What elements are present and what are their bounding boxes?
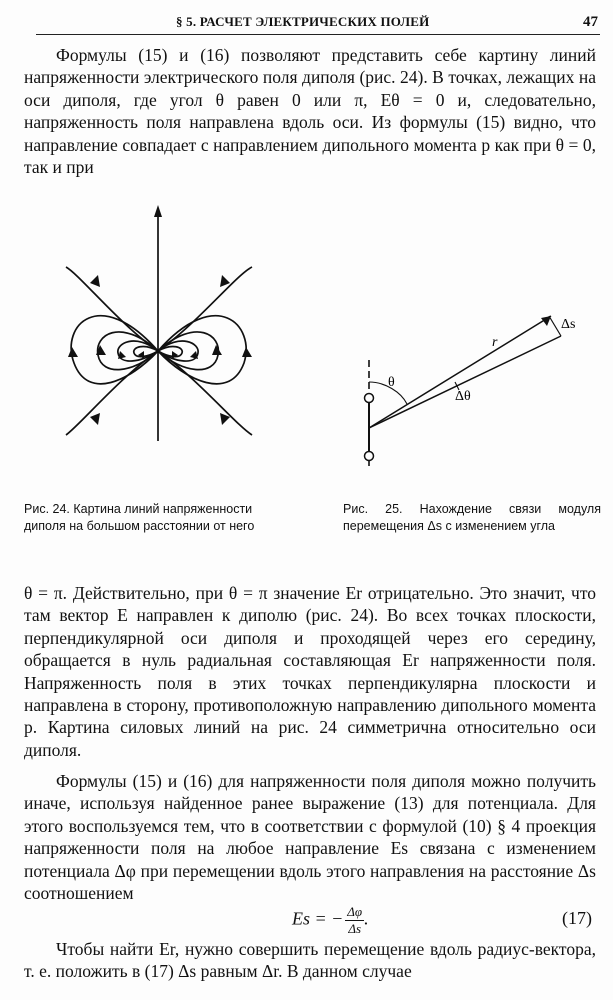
header-rule — [36, 34, 600, 35]
label-r: r — [492, 335, 498, 350]
equation-formula — [292, 904, 369, 937]
paragraph-1: Формулы (15) и (16) позволяют представить себе картину линий напряженности электрического поля диполя (рис. 24). В точках, лежащих на оси диполя, где угол θ равен 0 или π, Eθ = 0 и, следовательно, напряженность поля направлена вдоль оси. Из формулы (15) видно, что направление совпадает с направлением дипольного момента p как при θ = 0, так и при — [24, 45, 596, 178]
equation-fraction — [345, 904, 364, 937]
paragraph-4: Чтобы найти Er, нужно совершить перемещение вдоль радиус-вектора, т. е. положить в (17) Δs равным Δr. В данном случае — [24, 939, 596, 982]
label-delta-s: Δs — [561, 317, 576, 332]
page-header — [42, 14, 598, 36]
equation-numerator: Δφ — [347, 904, 363, 919]
equation-denominator: Δs — [348, 921, 362, 936]
figure-25-displacement — [355, 300, 590, 470]
figure-24-caption: Рис. 24. Картина линий напряженности диполя на большом расстоянии от него — [24, 502, 255, 533]
equation-17 — [24, 900, 596, 936]
paragraph-2: θ = π. Действительно, при θ = π значение Er отрицательно. Это значит, что там вектор E направлен к диполю (рис. 24). Во всех точках плоскости, перпендикулярной оси диполя и проходящей через его середину, обращается в нуль радиальная составляющая Er напряженности поля. Напряженность поля в этих точках перпендикулярна плоскости и направлена в сторону, противоположную направлению дипольного момента p. Картина силовых линий на рис. 24 симметрична относительно оси диполя. — [24, 583, 596, 760]
equation-number: (17) — [562, 908, 592, 928]
label-theta: θ — [388, 375, 395, 390]
page-number: 47 — [583, 14, 598, 30]
paragraph-3: Формулы (15) и (16) для напряженности поля диполя можно получить иначе, используя найденное ранее выражение (13) для потенциала. Для этого воспользуемся тем, что в соответствии с формулой (10) § 4 проекция напряженности поля на любое направление Es связана с изменением потенциала Δφ при перемещении вдоль этого направления на расстояние Δs соотношением — [24, 771, 596, 904]
figure-25-caption: Рис. 25. Нахождение связи модуля перемещения Δs с изменением угла — [343, 502, 601, 533]
figure-24-dipole-field — [60, 205, 260, 445]
label-delta-theta: Δθ — [455, 389, 471, 404]
equation-lhs: Es = − — [292, 908, 344, 929]
equation-end: . — [364, 908, 369, 929]
section-title: § 5. РАСЧЕТ ЭЛЕКТРИЧЕСКИХ ПОЛЕЙ — [176, 14, 430, 29]
